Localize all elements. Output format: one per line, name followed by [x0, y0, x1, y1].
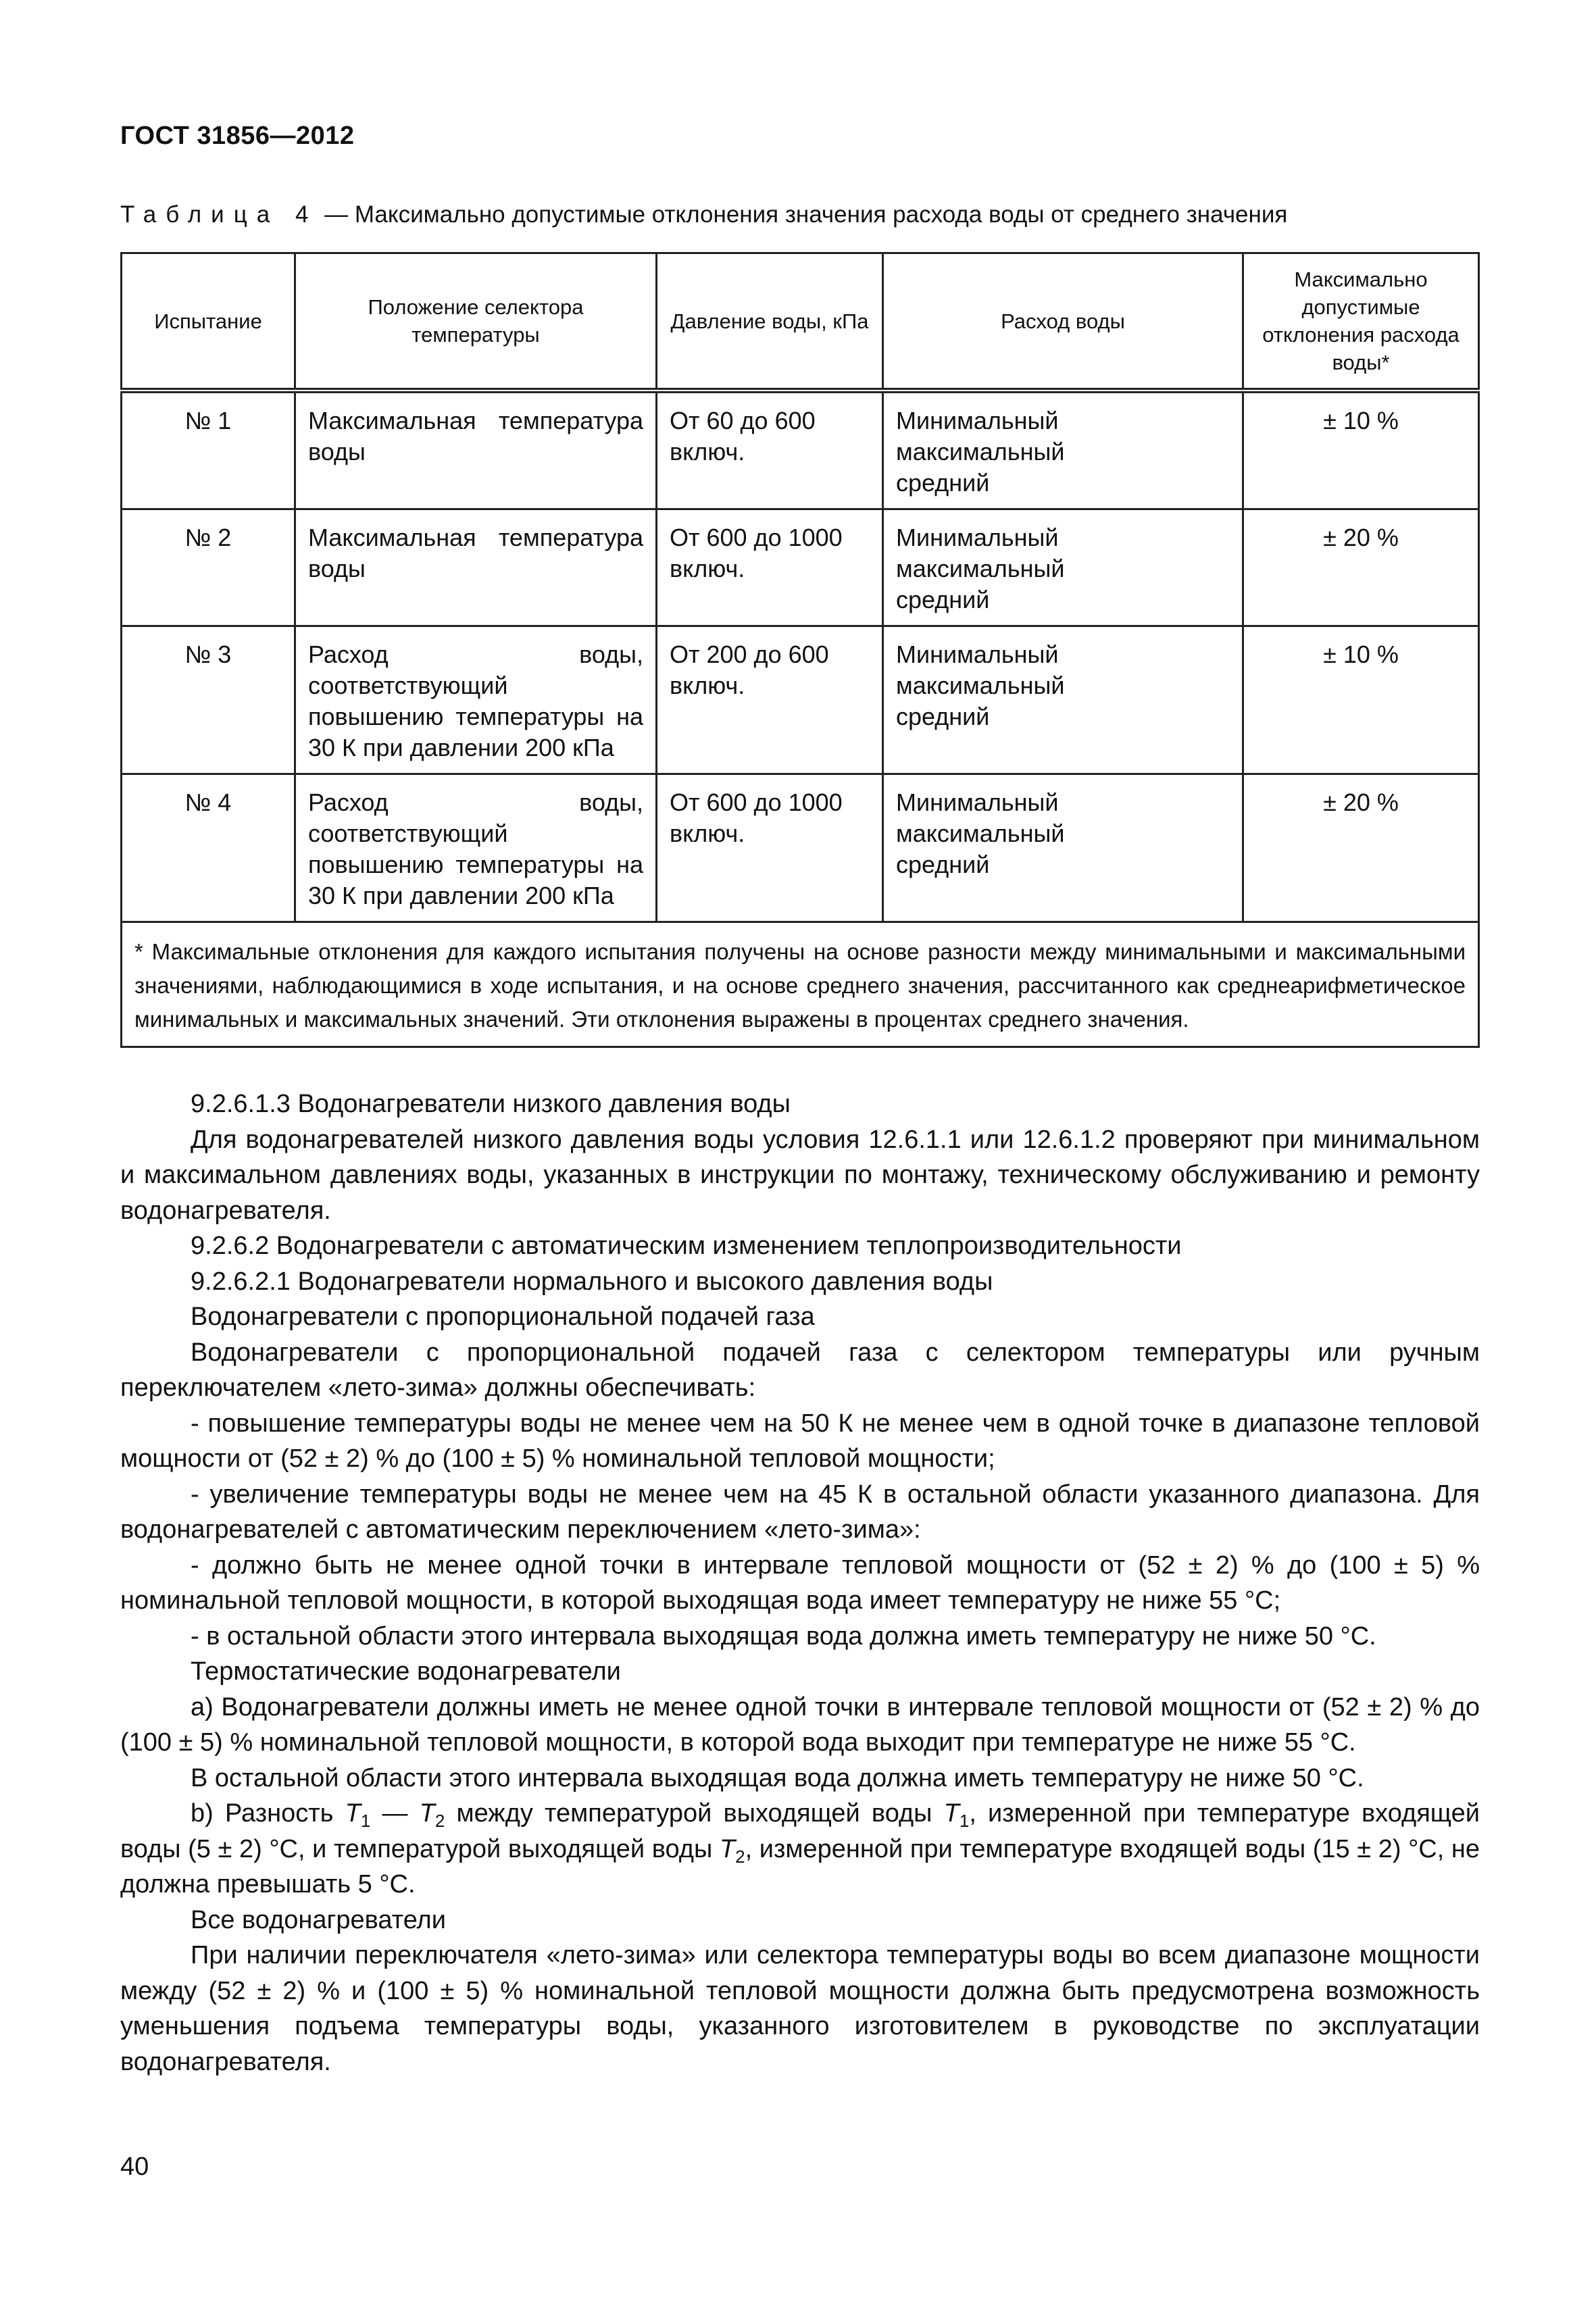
table-header-row — [122, 253, 1479, 391]
cell-deviation: ± 20 % — [1243, 774, 1479, 922]
section-heading: 9.2.6.2.1 Водонагреватели нормального и высокого давления воды — [191, 1267, 993, 1296]
cell-test: № 2 — [122, 509, 295, 626]
cell-flow — [883, 509, 1243, 626]
table-footnote: * Максимальные отклонения для каждого испытания получены на основе разности между минимальными и максимальными значениями, наблюдающимися в ходе испытания, и на основе среднего значения, рассчитанного как среднеарифметическое минимальных и максимальных значений. Эти отклонения выражены в процентах среднего значения. — [122, 922, 1479, 1047]
flow-avg: средний — [896, 586, 990, 613]
flow-min: Минимальный — [896, 640, 1059, 668]
table-caption-text: — Максимально допустимые отклонения значения расхода воды от среднего значения — [324, 201, 1288, 228]
subheading: Водонагреватели с пропорциональной подачей газа — [191, 1303, 815, 1331]
paragraph: При наличии переключателя «лето-зима» или селектора температуры воды во всем диапазоне мощности между (52 ± 2) % и (100 ± 5) % номинальной тепловой мощности должна быть предусмотрена возможность уменьшения подъема температуры воды, указанного изготовителем в руководстве по эксплуатации водонагревателя. — [120, 1941, 1480, 2076]
cell-flow — [883, 626, 1243, 774]
cell-deviation: ± 20 % — [1243, 509, 1479, 626]
subheading: Термостатические водонагреватели — [191, 1657, 621, 1686]
column-header-pressure: Давление воды, кПа — [657, 253, 883, 391]
flow-max: максимальный — [896, 672, 1065, 699]
cell-test: № 4 — [122, 774, 295, 922]
column-header-selector-position: Положение селектора температуры — [295, 253, 657, 391]
cell-selector-position: Расход воды, соответствующий повышению температуры на 30 К при давлении 200 кПа — [295, 626, 657, 774]
symbol-t: T — [419, 1799, 435, 1828]
cell-selector-position: Максимальная температура воды — [295, 509, 657, 626]
symbol-t: T — [345, 1799, 361, 1828]
cell-flow — [883, 391, 1243, 509]
cell-test: № 3 — [122, 626, 295, 774]
column-header-flow: Расход воды — [883, 253, 1243, 391]
table-row — [122, 391, 1479, 509]
cell-selector-position: Расход воды, соответствующий повышению температуры на 30 К при давлении 200 кПа — [295, 774, 657, 922]
table-footnote-row — [122, 922, 1479, 1047]
cell-deviation: ± 10 % — [1243, 626, 1479, 774]
cell-pressure: От 600 до 1000 включ. — [657, 774, 883, 922]
paragraph — [120, 1796, 1480, 1903]
flow-max: максимальный — [896, 555, 1065, 582]
paragraph: В остальной области этого интервала выходящая вода должна иметь температуру не ниже 50 °С. — [191, 1763, 1364, 1792]
cell-pressure: От 600 до 1000 включ. — [657, 509, 883, 626]
list-item: - увеличение температуры воды не менее чем на 45 К в остальной области указанного диапазона. Для водонагревателей с автоматическим переключением «лето-зима»: — [120, 1480, 1480, 1544]
list-item: - должно быть не менее одной точки в интервале тепловой мощности от (52 ± 2) % до (100 ± 5) % номинальной тепловой мощности, в которой выходящая вода имеет температуру не ниже 55 °С; — [120, 1551, 1480, 1615]
column-header-test: Испытание — [122, 253, 295, 391]
paragraph: Для водонагревателей низкого давления воды условия 12.6.1.1 или 12.6.1.2 проверяют при минимальном и максимальном давлениях воды, указанных в инструкции по монтажу, техническому обслуживанию и ремонту водонагревателя. — [120, 1125, 1480, 1225]
section-heading: 9.2.6.2 Водонагреватели с автоматическим изменением теплопроизводительности — [191, 1232, 1182, 1260]
table-row — [122, 774, 1479, 922]
cell-deviation: ± 10 % — [1243, 391, 1479, 509]
table-caption-label: Таблица 4 — [120, 201, 318, 228]
flow-min: Минимальный — [896, 524, 1059, 551]
list-item: - повышение температуры воды не менее чем на 50 К не менее чем в одной точке в диапазоне тепловой мощности от (52 ± 2) % до (100 ± 5) % номинальной тепловой мощности; — [120, 1409, 1480, 1473]
section-heading: 9.2.6.1.3 Водонагреватели низкого давления воды — [191, 1090, 791, 1118]
flow-avg: средний — [896, 703, 990, 730]
subheading: Все водонагреватели — [191, 1905, 446, 1934]
subscript: 1 — [360, 1811, 371, 1831]
column-header-max-deviation: Максимально допустимые отклонения расхода воды* — [1243, 253, 1479, 391]
deviation-table — [120, 252, 1480, 1048]
table-caption — [120, 201, 1478, 228]
subscript: 2 — [735, 1846, 745, 1867]
cell-test: № 1 — [122, 391, 295, 509]
document-header: ГОСТ 31856—2012 — [120, 122, 355, 150]
flow-min: Минимальный — [896, 788, 1059, 816]
flow-avg: средний — [896, 851, 990, 878]
flow-min: Минимальный — [896, 407, 1059, 434]
page-number: 40 — [120, 2153, 149, 2181]
paragraph: а) Водонагреватели должны иметь не менее одной точки в интервале тепловой мощности от (52 ± 2) % до (100 ± 5) % номинальной тепловой мощности, в которой вода выходит при температуре не ниже 55 °С. — [120, 1692, 1480, 1757]
subscript: 1 — [959, 1811, 970, 1831]
text-fragment: b) Разность — [191, 1799, 345, 1828]
table-row — [122, 509, 1479, 626]
symbol-t: T — [943, 1799, 959, 1828]
table-row — [122, 626, 1479, 774]
cell-pressure: От 200 до 600 включ. — [657, 626, 883, 774]
flow-avg: средний — [896, 469, 990, 497]
cell-flow — [883, 774, 1243, 922]
text-fragment: , измеренной при температуре входящей воды (15 ± 2) °С, не должна превышать 5 °С. — [120, 1834, 1480, 1898]
body-text — [120, 1086, 1480, 2080]
paragraph: Водонагреватели с пропорциональной подачей газа с селектором температуры или ручным переключателем «лето-зима» должны обеспечивать: — [120, 1338, 1480, 1402]
symbol-t: T — [719, 1834, 736, 1863]
text-fragment: , измеренной при температуре входящей воды (5 ± 2) °С, и температурой выходящей воды — [120, 1799, 1480, 1863]
cell-pressure: От 60 до 600 включ. — [657, 391, 883, 509]
flow-max: максимальный — [896, 438, 1065, 466]
text-fragment: между температурой выходящей воды — [445, 1799, 944, 1828]
flow-max: максимальный — [896, 820, 1065, 847]
list-item: - в остальной области этого интервала выходящая вода должна иметь температуру не ниже 50 °С. — [191, 1621, 1376, 1651]
subscript: 2 — [434, 1811, 445, 1831]
text-fragment: — — [370, 1799, 420, 1828]
cell-selector-position: Максимальная температура воды — [295, 391, 657, 509]
